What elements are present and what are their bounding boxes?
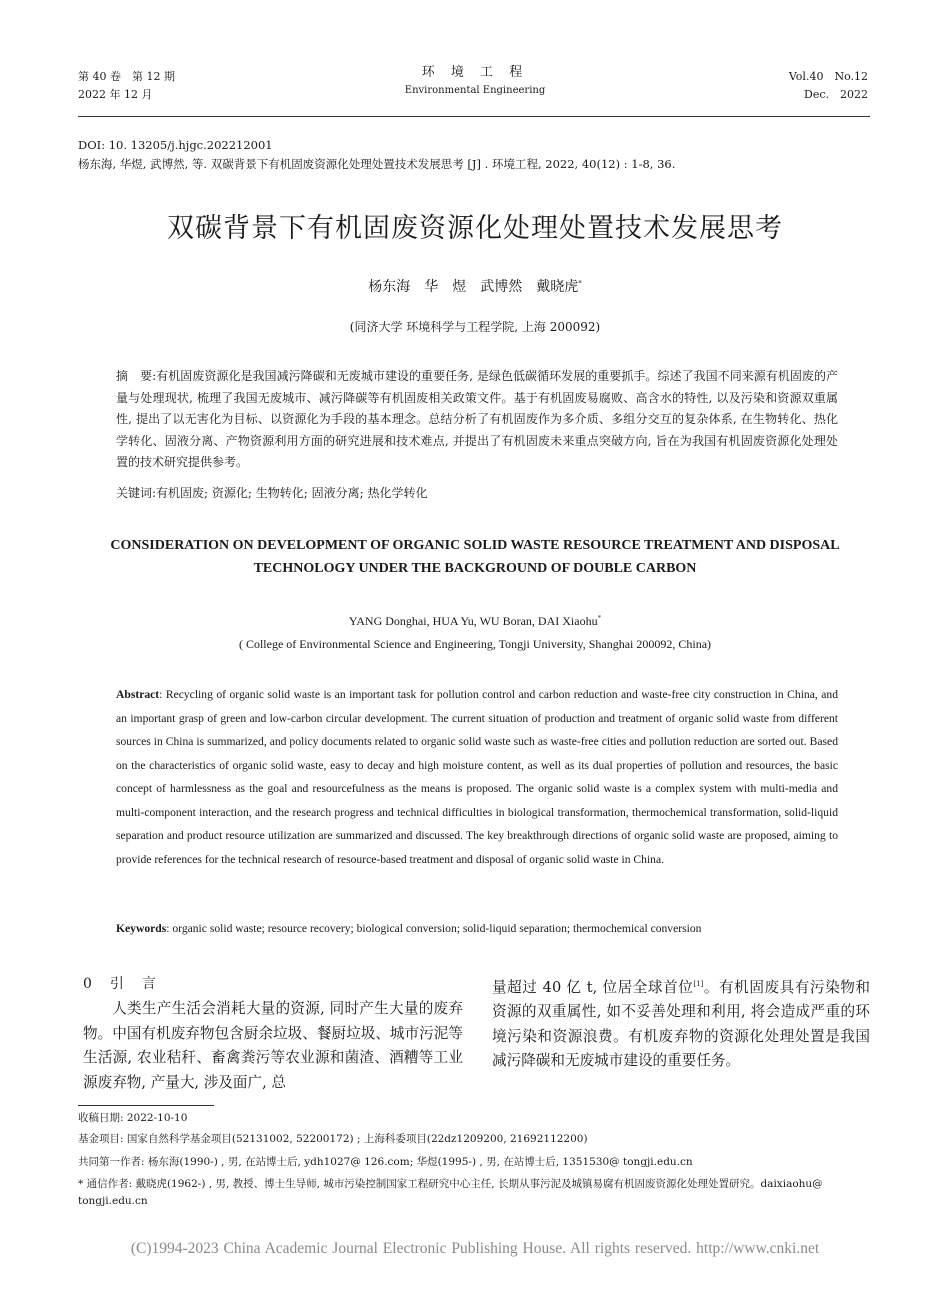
doi: DOI: 10. 13205/j.hjgc.202212001 (78, 138, 273, 152)
section-heading-introduction: 0 引 言 (83, 976, 158, 992)
issue-date-en: Dec. 2022 (804, 88, 868, 101)
abstract-cn (116, 366, 838, 474)
author-list-en: YANG Donghai, HUA Yu, WU Boran, DAI Xiaohu (348, 614, 598, 628)
corresponding-mark: * (578, 279, 582, 288)
copyright-line: (C)1994-2023 China Academic Journal Electronic Publishing House. All rights reserved. http://www.cnki.net (130, 1240, 820, 1257)
volume-number-en: Vol.40 No.12 (788, 70, 868, 83)
authors-cn (0, 276, 950, 296)
footnote-divider (78, 1105, 214, 1106)
issue-date: 2022 年 12 月 (78, 88, 153, 101)
abstract-cn-text: 有机固废资源化是我国减污降碳和无废城市建设的重要任务, 是绿色低碳循环发展的重要抓手。综述了我国不同来源有机固废的产量与处理现状, 梳理了我国无废城市、减污降碳等有机固废相关政策文件。基于有机固废易腐败、高含水的特性, 以及污染和资源双重属性, 提出了以无害化为目标、以资源化为手段的基本理念。总结分析了有机固废作为多介质、多组分交互的复杂体系, 在生物转化、热化学转化、固液分离、产物资源利用方面的研究进展和技术难点, 并提出了有机固废未来重点突破方向, 旨在为我国有机固废资源化处理处置的技术研究提供参考。 (116, 369, 839, 470)
abstract-cn-label: 摘 要: (116, 369, 157, 383)
header-divider (78, 116, 870, 117)
reference-citation: [1] (693, 980, 704, 988)
citation: 杨东海, 华煜, 武博然, 等. 双碳背景下有机固废资源化处理处置技术发展思考 [J] . 环境工程, 2022, 40(12) : 1-8, 36. (78, 157, 676, 171)
paper-title-cn: 双碳背景下有机固废资源化处理处置技术发展思考 (167, 213, 783, 244)
running-header-right (789, 68, 868, 104)
footnote-corresponding: * 通信作者: 戴晓虎(1962-) , 男, 教授、博士生导师, 城市污染控制国家工程研究中心主任, 长期从事污泥及城镇易腐有机固废资源化处理处置研究。daixiaohu@ tongji.edu.cn (78, 1178, 823, 1207)
volume-issue: 第 40 卷 第 12 期 (78, 70, 175, 83)
body-right-part-b: 。有机固废具有污染物和资源的双重属性, 如不妥善处理和利用, 将会造成严重的环境污染和资源浪费。有机废弃物的资源化处理处置是我国减污降碳和无废城市建设的重要任务。 (492, 978, 870, 1070)
body-column-left: 人类生产生活会消耗大量的资源, 同时产生大量的废弃物。中国有机废弃物包含厨余垃圾、餐厨垃圾、城市污泥等生活源, 农业秸秆、畜禽粪污等农业源和菌渣、酒糟等工业源废弃物, 产量大, 涉及面广, 总 (83, 1000, 463, 1091)
journal-name-cn: 环 境 工 程 (421, 65, 529, 80)
keywords-en-label: Keywords (116, 922, 167, 935)
footnote-received: 收稿日期: 2022-10-10 (78, 1112, 188, 1124)
authors-en (0, 614, 950, 629)
paper-title-en: CONSIDERATION ON DEVELOPMENT OF ORGANIC SOLID WASTE RESOURCE TREATMENT AND DISPOSAL TECHNOLOGY UNDER THE BACKGROUND OF DOUBLE CARBON (110, 538, 840, 576)
abstract-en (116, 683, 838, 871)
journal-name-en: Environmental Engineering (404, 85, 546, 96)
keywords-cn (116, 484, 838, 501)
abstract-en-text: : Recycling of organic solid waste is an important task for pollution control and carbon reduction and waste-free city construction in China, and an important grasp of green and low-carbon circular development. The current situation of production and treatment of organic solid waste from different sources in China is summarized, and policy documents related to organic solid waste such as waste-free cities and pollution reduction are sorted out. Based on the characteristics of organic solid waste, easy to decay and high moisture content, as well as its dual properties of pollution and resources, the basic concept of harmlessness as the goal and resourcefulness as the means is proposed. The organic solid waste is a complex system with multi-media and multi-component interaction, and the research progress and technical difficulties in biological transformation, thermochemical transformation, solid-liquid separation and product resource utilization are summarized and discussed. The key breakthrough directions of organic solid waste are proposed, aiming to provide references for the technical research of resource-based treatment and disposal of organic solid waste in China. (116, 688, 838, 866)
author-list-cn: 杨东海 华 煜 武博然 戴晓虎 (368, 279, 579, 295)
keywords-en-text: : organic solid waste; resource recovery; biological conversion; solid-liquid separation; thermochemical conversion (166, 922, 702, 935)
keywords-en (116, 922, 838, 935)
footnote-funding: 基金项目: 国家自然科学基金项目(52131002, 52200172) ; 上海科委项目(22dz1209200, 21692112200) (78, 1133, 588, 1145)
article-meta (78, 136, 675, 174)
affiliation-en: ( College of Environmental Science and Engineering, Tongji University, Shanghai 200092, China) (238, 637, 712, 651)
body-column-right (492, 972, 870, 1074)
affiliation-cn: (同济大学 环境科学与工程学院, 上海 200092) (349, 320, 601, 334)
corresponding-mark-en: * (597, 614, 602, 622)
keywords-cn-text: 有机固废; 资源化; 生物转化; 固液分离; 热化学转化 (156, 486, 428, 500)
footnote-first-authors: 共同第一作者: 杨东海(1990-) , 男, 在站博士后, ydh1027@ 126.com; 华煜(1995-) , 男, 在站博士后, 1351530@ tongji.edu.cn (78, 1156, 693, 1168)
keywords-cn-label: 关键词: (116, 486, 157, 500)
abstract-en-label: Abstract (116, 688, 160, 701)
body-right-part-a: 量超过 40 亿 t, 位居全球首位 (492, 978, 694, 996)
